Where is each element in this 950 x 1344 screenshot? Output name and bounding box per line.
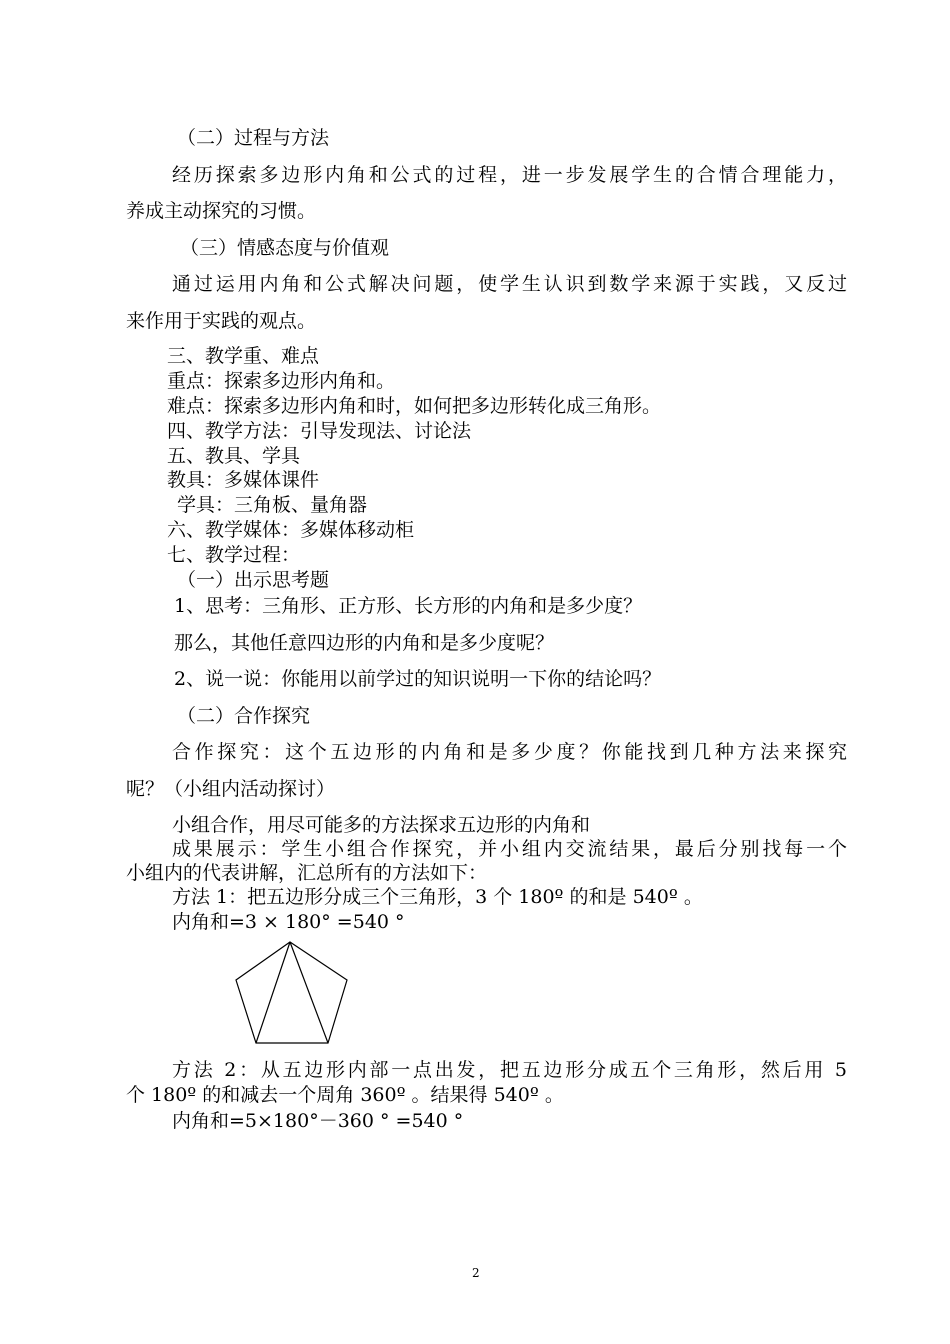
question-line: 那么，其他任意四边形的内角和是多少度呢？ bbox=[174, 632, 555, 654]
section-heading-teaching-process: 七、教学过程： bbox=[167, 544, 301, 566]
paragraph-line: 通过运用内角和公式解决问题，使学生认识到数学来源于实践，又反过 bbox=[172, 273, 847, 295]
formula-line: 内角和=5×180°－360 ° =540 ° bbox=[172, 1110, 464, 1132]
pentagon-diagonal-left bbox=[256, 942, 290, 1043]
paragraph-line: 成果展示：学生小组合作探究，并小组内交流结果，最后分别找每一个 bbox=[172, 838, 847, 860]
section-heading-attitudes-values: （三）情感态度与价值观 bbox=[180, 237, 390, 259]
paragraph-line: 小组合作，用尽可能多的方法探求五边形的内角和 bbox=[172, 814, 591, 836]
paragraph-line: 经历探索多边形内角和公式的过程，进一步发展学生的合情合理能力， bbox=[172, 164, 847, 186]
section-heading-key-difficult-points: 三、教学重、难点 bbox=[167, 345, 320, 367]
section-heading-process-methods: （二）过程与方法 bbox=[177, 127, 330, 149]
paragraph-line: 养成主动探究的习惯。 bbox=[126, 200, 317, 222]
paragraph-line: 呢？（小组内活动探讨） bbox=[126, 778, 336, 800]
teaching-methods-line: 四、教学方法：引导发现法、讨论法 bbox=[167, 420, 472, 442]
difficult-point-line: 难点：探索多边形内角和时，如何把多边形转化成三角形。 bbox=[167, 395, 662, 417]
paragraph-line: 小组内的代表讲解，汇总所有的方法如下： bbox=[126, 862, 488, 884]
teaching-media-line: 六、教学媒体：多媒体移动柜 bbox=[167, 519, 415, 541]
method-two-continuation: 个 180º 的和减去一个周角 360º 。结果得 540º 。 bbox=[126, 1084, 564, 1106]
section-heading-teaching-tools: 五、教具、学具 bbox=[167, 445, 301, 467]
paragraph-line: 来作用于实践的观点。 bbox=[126, 310, 317, 332]
pentagon-diagonal-right bbox=[290, 942, 328, 1043]
method-two-line: 方法 2：从五边形内部一点出发，把五边形分成五个三角形，然后用 5 bbox=[172, 1059, 847, 1081]
page-number: 2 bbox=[472, 1266, 480, 1280]
subsection-heading-cooperation: （二）合作探究 bbox=[177, 705, 311, 727]
paragraph-line: 合作探究：这个五边形的内角和是多少度？你能找到几种方法来探究 bbox=[172, 741, 847, 763]
method-one-line: 方法 1：把五边形分成三个三角形，3 个 180º 的和是 540º 。 bbox=[172, 886, 703, 908]
key-point-line: 重点：探索多边形内角和。 bbox=[167, 370, 396, 392]
pentagon-outline bbox=[236, 942, 347, 1043]
formula-line: 内角和=3 × 180° =540 ° bbox=[172, 911, 405, 933]
teaching-tools-line: 教具：多媒体课件 bbox=[167, 469, 320, 491]
question-line: 1、思考：三角形、正方形、长方形的内角和是多少度？ bbox=[174, 595, 643, 617]
question-line: 2、说一说：你能用以前学过的知识说明一下你的结论吗？ bbox=[174, 668, 662, 690]
subsection-heading-questions: （一）出示思考题 bbox=[177, 569, 330, 591]
pentagon-diagram bbox=[230, 938, 350, 1048]
learning-tools-line: 学具：三角板、量角器 bbox=[177, 494, 368, 516]
